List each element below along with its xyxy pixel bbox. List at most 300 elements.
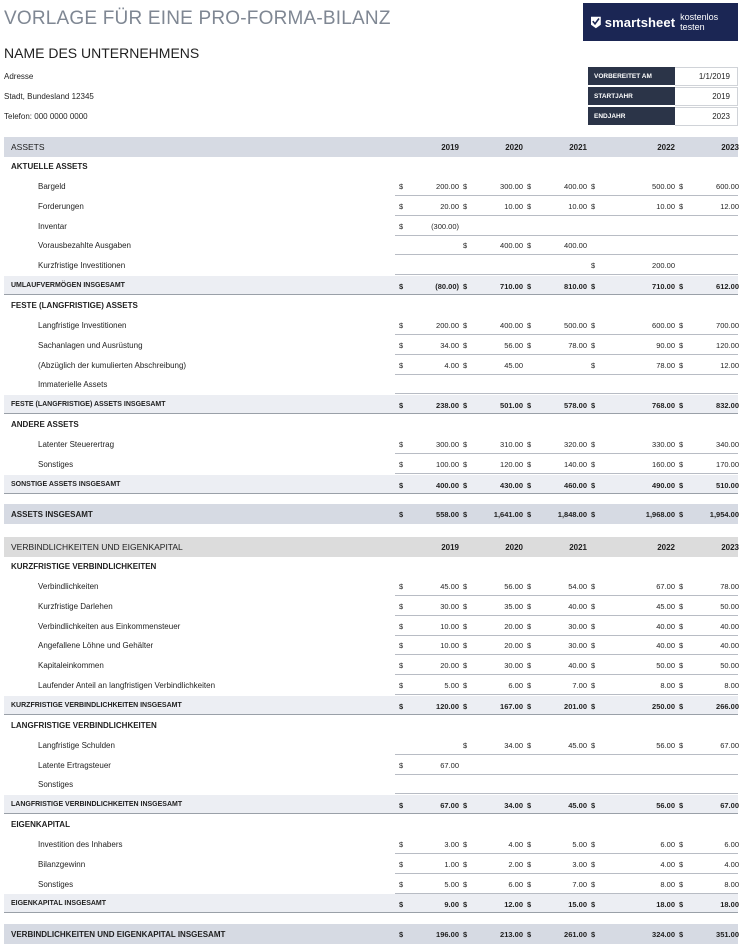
amount-cell[interactable]: 78.00 [720,581,739,591]
currency-symbol: $ [399,360,404,370]
amount-cell[interactable]: 15.00 [568,900,587,910]
cell-divider [395,853,738,854]
currency-symbol: $ [527,320,532,330]
meta-value[interactable]: 2019 [675,87,738,106]
currency-symbol: $ [527,459,532,469]
currency-symbol: $ [679,621,684,631]
currency-symbol: $ [679,340,684,350]
amount-cell[interactable]: 54.00 [568,581,587,591]
row-label: Vorausbezahlte Ausgaben [38,241,131,251]
currency-symbol: $ [463,181,468,191]
currency-symbol: $ [591,581,596,591]
amount-cell[interactable]: 67.00 [440,760,459,770]
amount-cell[interactable]: 140.00 [564,459,587,469]
amount-cell[interactable]: 3.00 [572,859,587,869]
amount-cell[interactable]: 30.00 [440,601,459,611]
amount-cell[interactable]: 6.00 [508,681,523,691]
amount-cell[interactable]: 490.00 [652,480,675,490]
row-label: Laufender Anteil an langfristigen Verbindlichkeiten [38,681,216,691]
amount-cell[interactable]: 56.00 [656,740,675,750]
amount-cell[interactable]: 56.00 [504,581,523,591]
amount-cell[interactable]: 400.00 [500,241,523,251]
amount-cell[interactable]: 310.00 [500,439,523,449]
currency-symbol: $ [679,320,684,330]
amount-cell[interactable]: 213.00 [500,930,523,940]
company-name: NAME DES UNTERNEHMENS [4,45,200,61]
currency-symbol: $ [591,859,596,869]
amount-cell[interactable]: 1,848.00 [557,510,587,520]
amount-cell[interactable]: 400.00 [564,181,587,191]
category-row [4,716,738,735]
currency-symbol: $ [399,681,404,691]
currency-symbol: $ [399,201,404,211]
currency-symbol: $ [463,879,468,889]
currency-symbol: $ [679,879,684,889]
amount-cell[interactable]: 400.00 [500,320,523,330]
amount-cell[interactable]: 8.00 [660,879,675,889]
currency-symbol: $ [399,439,404,449]
amount-cell[interactable]: 67.00 [440,801,459,811]
subtotal-row [4,276,738,295]
amount-cell[interactable]: 500.00 [564,320,587,330]
currency-symbol: $ [463,320,468,330]
amount-cell[interactable]: 45.00 [568,801,587,811]
amount-cell[interactable]: 6.00 [724,839,739,849]
row-label: ANDERE ASSETS [11,420,79,430]
line-item-row [4,356,738,375]
amount-cell[interactable]: 40.00 [568,601,587,611]
amount-cell[interactable]: 351.00 [716,930,739,940]
amount-cell[interactable]: 45.00 [656,601,675,611]
category-row [4,157,738,176]
amount-cell[interactable]: 5.00 [444,681,459,691]
line-item-row [4,197,738,216]
amount-cell[interactable]: 810.00 [564,282,587,292]
amount-cell[interactable]: 34.00 [440,340,459,350]
currency-symbol: $ [463,839,468,849]
amount-cell[interactable]: 90.00 [656,340,675,350]
currency-symbol: $ [463,241,468,251]
meta-label: ENDJAHR [588,107,675,126]
currency-symbol: $ [399,459,404,469]
amount-cell[interactable]: 600.00 [716,181,739,191]
grand-total-row [4,504,738,524]
amount-cell[interactable]: 40.00 [720,641,739,651]
amount-cell[interactable]: 8.00 [724,879,739,889]
amount-cell[interactable]: 20.00 [504,641,523,651]
amount-cell[interactable]: 40.00 [656,621,675,631]
subtotal-row [4,696,738,715]
currency-symbol: $ [527,879,532,889]
amount-cell[interactable]: 330.00 [652,439,675,449]
currency-symbol: $ [463,621,468,631]
row-label: Investition des Inhabers [38,839,123,849]
amount-cell[interactable]: 7.00 [572,879,587,889]
currency-symbol: $ [591,282,596,292]
amount-cell[interactable]: 600.00 [652,320,675,330]
amount-cell[interactable]: 10.00 [656,201,675,211]
amount-cell[interactable]: 67.00 [656,581,675,591]
amount-cell[interactable]: 50.00 [720,661,739,671]
currency-symbol: $ [463,581,468,591]
row-label: VERBINDLICHKEITEN UND EIGENKAPITAL INSGESAMT [11,930,226,940]
currency-symbol: $ [591,261,596,271]
amount-cell[interactable]: 10.00 [504,201,523,211]
cell-divider [395,754,738,755]
currency-symbol: $ [527,621,532,631]
currency-symbol: $ [463,681,468,691]
currency-symbol: $ [591,701,596,711]
currency-symbol: $ [463,859,468,869]
row-label: Kapitaleinkommen [38,661,104,671]
amount-cell[interactable]: 30.00 [568,621,587,631]
currency-symbol: $ [527,839,532,849]
brand-name: smartsheet [604,14,676,30]
currency-symbol: $ [591,320,596,330]
cell-divider [395,635,738,636]
currency-symbol: $ [591,360,596,370]
amount-cell[interactable]: 4.00 [660,859,675,869]
year-header: 2019 [441,543,459,552]
amount-cell[interactable]: 200.00 [436,320,459,330]
amount-cell[interactable]: 710.00 [652,282,675,292]
currency-symbol: $ [679,900,684,910]
amount-cell[interactable]: 167.00 [500,701,523,711]
amount-cell[interactable]: 460.00 [564,480,587,490]
amount-cell[interactable]: 35.00 [504,601,523,611]
currency-symbol: $ [527,581,532,591]
currency-symbol: $ [399,621,404,631]
amount-cell[interactable]: 200.00 [436,181,459,191]
currency-symbol: $ [591,839,596,849]
amount-cell[interactable]: 250.00 [652,701,675,711]
amount-cell[interactable]: 170.00 [716,459,739,469]
amount-cell[interactable]: 710.00 [500,282,523,292]
amount-cell[interactable]: 6.00 [660,839,675,849]
cell-divider [395,254,738,255]
category-row [4,415,738,434]
currency-symbol: $ [679,701,684,711]
row-label: ASSETS INSGESAMT [11,510,93,520]
row-label: Latenter Steuerertrag [38,439,115,449]
smartsheet-trial-button[interactable] [583,3,738,41]
amount-cell[interactable]: 4.00 [508,839,523,849]
amount-cell[interactable]: 832.00 [716,401,739,411]
currency-symbol: $ [679,839,684,849]
amount-cell[interactable]: 10.00 [440,641,459,651]
amount-cell[interactable]: 1,954.00 [709,510,739,520]
amount-cell[interactable]: 100.00 [436,459,459,469]
amount-cell[interactable]: 196.00 [436,930,459,940]
amount-cell[interactable]: 20.00 [504,621,523,631]
amount-cell[interactable]: 40.00 [568,661,587,671]
line-item-row [4,855,738,874]
currency-symbol: $ [399,480,404,490]
amount-cell[interactable]: 4.00 [444,360,459,370]
currency-symbol: $ [527,681,532,691]
amount-cell[interactable]: 45.00 [568,740,587,750]
amount-cell[interactable]: 1,641.00 [493,510,523,520]
meta-start-year [588,87,738,106]
currency-symbol: $ [679,641,684,651]
currency-symbol: $ [399,879,404,889]
amount-cell[interactable]: 5.00 [444,879,459,889]
line-item-row [4,617,738,636]
amount-cell[interactable]: 300.00 [436,439,459,449]
line-item-row [4,256,738,275]
currency-symbol: $ [591,681,596,691]
amount-cell[interactable]: 6.00 [508,879,523,889]
amount-cell[interactable]: 12.00 [720,360,739,370]
amount-cell[interactable]: 612.00 [716,282,739,292]
amount-cell[interactable]: 50.00 [656,661,675,671]
amount-cell[interactable]: 238.00 [436,401,459,411]
amount-cell[interactable]: 200.00 [652,261,675,271]
currency-symbol: $ [527,241,532,251]
row-label: Forderungen [38,201,84,211]
meta-value[interactable]: 2023 [675,107,738,126]
currency-symbol: $ [399,661,404,671]
amount-cell[interactable]: 120.00 [436,701,459,711]
currency-symbol: $ [679,859,684,869]
currency-symbol: $ [591,641,596,651]
line-item-row [4,316,738,335]
amount-cell[interactable]: 501.00 [500,401,523,411]
amount-cell[interactable]: 50.00 [720,601,739,611]
meta-value[interactable]: 1/1/2019 [675,67,738,86]
amount-cell[interactable]: 45.00 [504,360,523,370]
row-label: Sonstiges [38,780,74,790]
amount-cell[interactable]: 34.00 [504,801,523,811]
currency-symbol: $ [591,401,596,411]
currency-symbol: $ [527,801,532,811]
amount-cell[interactable]: 578.00 [564,401,587,411]
row-label: Inventar [38,221,67,231]
amount-cell[interactable]: 45.00 [440,581,459,591]
amount-cell[interactable]: 160.00 [652,459,675,469]
row-label: (Abzüglich der kumulierten Abschreibung) [38,360,187,370]
amount-cell[interactable]: 67.00 [720,740,739,750]
cell-divider [395,195,738,196]
currency-symbol: $ [591,510,596,520]
row-label: Angefallene Löhne und Gehälter [38,641,154,651]
amount-cell[interactable]: 4.00 [724,859,739,869]
currency-symbol: $ [591,661,596,671]
amount-cell[interactable]: 500.00 [652,181,675,191]
amount-cell[interactable]: 510.00 [716,480,739,490]
row-label: Latente Ertragsteuer [38,760,111,770]
row-label: KURZFRISTIGE VERBINDLICHKEITEN INSGESAMT [11,701,182,709]
currency-symbol: $ [463,641,468,651]
currency-symbol: $ [399,701,404,711]
currency-symbol: $ [679,930,684,940]
amount-cell[interactable]: 7.00 [572,681,587,691]
cell-divider [395,654,738,655]
line-item-row [4,636,738,655]
cell-divider [395,774,738,775]
currency-symbol: $ [591,930,596,940]
amount-cell[interactable]: 12.00 [504,900,523,910]
year-header: 2021 [569,543,587,552]
currency-symbol: $ [527,701,532,711]
amount-cell[interactable]: (300.00) [431,221,459,231]
currency-symbol: $ [399,401,404,411]
amount-cell[interactable]: 78.00 [568,340,587,350]
amount-cell[interactable]: 12.00 [720,201,739,211]
row-label: Kurzfristige Investitionen [38,261,126,271]
currency-symbol: $ [679,360,684,370]
currency-symbol: $ [591,439,596,449]
currency-symbol: $ [679,740,684,750]
row-label: Verbindlichkeiten [38,581,99,591]
currency-symbol: $ [527,641,532,651]
currency-symbol: $ [591,459,596,469]
amount-cell[interactable]: 400.00 [436,480,459,490]
cell-divider [395,595,738,596]
row-label: SONSTIGE ASSETS INSGESAMT [11,480,121,488]
year-header: 2023 [721,143,739,152]
amount-cell[interactable]: 768.00 [652,401,675,411]
cell-divider [395,354,738,355]
currency-symbol: $ [527,900,532,910]
amount-cell[interactable]: 40.00 [656,641,675,651]
grand-total-row [4,924,738,944]
currency-symbol: $ [527,480,532,490]
currency-symbol: $ [399,181,404,191]
currency-symbol: $ [591,181,596,191]
currency-symbol: $ [399,221,404,231]
amount-cell[interactable]: 3.00 [444,839,459,849]
amount-cell[interactable]: 9.00 [444,900,459,910]
currency-symbol: $ [399,839,404,849]
line-item-row [4,736,738,755]
row-label: Langfristige Investitionen [38,320,127,330]
line-item-row [4,835,738,854]
amount-cell[interactable]: 400.00 [564,241,587,251]
currency-symbol: $ [463,459,468,469]
currency-symbol: $ [463,930,468,940]
amount-cell[interactable]: 20.00 [440,201,459,211]
cell-divider [395,893,738,894]
amount-cell[interactable]: 8.00 [724,681,739,691]
currency-symbol: $ [527,340,532,350]
row-label: LANGFRISTIGE VERBINDLICHKEITEN [11,720,157,730]
amount-cell[interactable]: 700.00 [716,320,739,330]
line-item-row [4,656,738,675]
cell-divider [395,374,738,375]
amount-cell[interactable]: 56.00 [504,340,523,350]
cell-divider [395,453,738,454]
year-header: 2022 [657,543,675,552]
amount-cell[interactable]: 34.00 [504,740,523,750]
meta-label: VORBEREITET AM [588,67,675,86]
cell-divider [395,873,738,874]
amount-cell[interactable]: 1,968.00 [645,510,675,520]
row-label: LANGFRISTIGE VERBINDLICHKEITEN INSGESAMT [11,801,183,809]
currency-symbol: $ [463,740,468,750]
currency-symbol: $ [591,900,596,910]
currency-symbol: $ [527,510,532,520]
cell-divider [395,674,738,675]
row-label: EIGENKAPITAL INSGESAMT [11,900,107,908]
amount-cell[interactable]: 30.00 [504,661,523,671]
currency-symbol: $ [679,282,684,292]
amount-cell[interactable]: 120.00 [500,459,523,469]
amount-cell[interactable]: 324.00 [652,930,675,940]
amount-cell[interactable]: 18.00 [656,900,675,910]
amount-cell[interactable]: 40.00 [720,621,739,631]
amount-cell[interactable]: 201.00 [564,701,587,711]
currency-symbol: $ [679,201,684,211]
amount-cell[interactable]: 8.00 [660,681,675,691]
amount-cell[interactable]: 5.00 [572,839,587,849]
currency-symbol: $ [463,661,468,671]
amount-cell[interactable]: 340.00 [716,439,739,449]
amount-cell[interactable]: 78.00 [656,360,675,370]
meta-prepared-on [588,67,738,86]
currency-symbol: $ [679,181,684,191]
currency-symbol: $ [399,760,404,770]
amount-cell[interactable]: (80.00) [435,282,459,292]
amount-cell[interactable]: 320.00 [564,439,587,449]
currency-symbol: $ [527,661,532,671]
amount-cell[interactable]: 10.00 [440,621,459,631]
currency-symbol: $ [463,201,468,211]
amount-cell[interactable]: 67.00 [720,801,739,811]
cell-divider [395,694,738,695]
line-item-row [4,775,738,794]
currency-symbol: $ [679,459,684,469]
cell-divider [395,473,738,474]
amount-cell[interactable]: 266.00 [716,701,739,711]
currency-symbol: $ [463,601,468,611]
amount-cell[interactable]: 261.00 [564,930,587,940]
amount-cell[interactable]: 300.00 [500,181,523,191]
smartsheet-logo-icon [591,16,601,29]
amount-cell[interactable]: 558.00 [436,510,459,520]
currency-symbol: $ [591,621,596,631]
category-row [4,815,738,834]
currency-symbol: $ [399,510,404,520]
currency-symbol: $ [527,859,532,869]
amount-cell[interactable]: 30.00 [568,641,587,651]
currency-symbol: $ [527,201,532,211]
currency-symbol: $ [679,601,684,611]
currency-symbol: $ [463,701,468,711]
amount-cell[interactable]: 120.00 [716,340,739,350]
category-row [4,296,738,315]
amount-cell[interactable]: 2.00 [508,859,523,869]
line-item-row [4,375,738,394]
amount-cell[interactable]: 20.00 [440,661,459,671]
line-item-row [4,875,738,894]
currency-symbol: $ [399,282,404,292]
amount-cell[interactable]: 10.00 [568,201,587,211]
category-row [4,557,738,576]
amount-cell[interactable]: 18.00 [720,900,739,910]
amount-cell[interactable]: 1.00 [444,859,459,869]
currency-symbol: $ [679,510,684,520]
row-label: Kurzfristige Darlehen [38,601,113,611]
line-item-row [4,236,738,255]
line-item-row [4,217,738,236]
amount-cell[interactable]: 56.00 [656,801,675,811]
address-line-2: Stadt, Bundesland 12345 [4,92,94,101]
line-item-row [4,756,738,775]
amount-cell[interactable]: 430.00 [500,480,523,490]
year-header: 2022 [657,143,675,152]
currency-symbol: $ [399,900,404,910]
